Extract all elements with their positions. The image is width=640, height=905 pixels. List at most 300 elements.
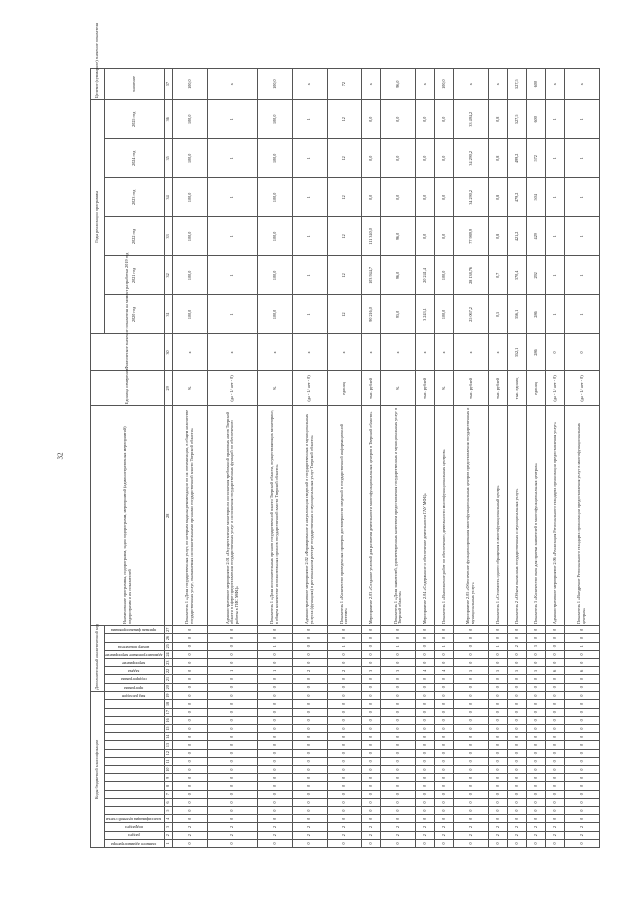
row-name: Показатель 2 «Объем оказанных государственных и муниципальных услуг» [507,406,526,626]
column-number: 21 [165,675,173,683]
code-cell: 0 [546,659,565,667]
table-row [292,69,327,848]
row-year-value: 0,0 [416,100,435,139]
code-cell: 0 [527,716,546,724]
code-cell: 0 [416,716,435,724]
row-result-value: х [416,69,435,100]
row-year-value: 100,0 [258,256,293,295]
row-year-value: 1 [546,100,565,139]
code-cell: 0 [527,626,546,634]
code-cell: 0 [454,626,489,634]
code-cell: 0 [565,774,600,782]
code-cell: 0 [173,782,208,790]
table-row [173,69,208,848]
code-cell: 0 [527,806,546,814]
code-cell: 0 [327,757,362,765]
row-year-value: 33 494,2 [454,100,489,139]
code-cell: 0 [527,683,546,691]
code-cell: 0 [327,798,362,806]
column-number: 18 [165,700,173,708]
code-cell: 0 [173,757,208,765]
header-code-col [105,782,165,790]
row-year-value: 1 [292,178,327,217]
column-number: 31 [165,295,173,334]
code-cell: 0 [258,765,293,773]
code-cell: 0 [454,815,489,823]
column-number: 3 [165,823,173,831]
row-year-value: 1 [207,217,257,256]
column-number: 15 [165,724,173,732]
code-cell: 4 [435,667,454,675]
code-cell: 0 [488,650,507,658]
row-result-value: 527,5 [507,69,526,100]
code-cell: 0 [258,659,293,667]
code-cell: 0 [292,650,327,658]
code-cell: 0 [565,716,600,724]
code-cell: 0 [527,757,546,765]
row-name: Показатель 1 «Доля государственных услуг, по которым выданы рекомендации по их оптимизации, в общем количестве государственных услуг, оказываемых исполнительными органами государственной власти Тверской области» [173,406,208,626]
code-cell: 0 [527,782,546,790]
code-cell: 0 [292,626,327,634]
code-cell: 0 [207,774,257,782]
header-admin-col-text: номер показателя [118,644,150,650]
code-cell: 2 [488,831,507,839]
table-row [362,69,381,848]
code-cell: 0 [454,659,489,667]
code-cell: 5 [527,667,546,675]
code-cell: 0 [207,642,257,650]
code-cell: 0 [258,774,293,782]
row-year-value: 0,8 [488,100,507,139]
code-cell: 0 [362,782,381,790]
code-cell: 1 [435,642,454,650]
row-year-value: 0,0 [435,178,454,217]
code-cell: 0 [207,691,257,700]
header-admin-col [105,667,165,675]
row-result-value: х [546,69,565,100]
code-cell: 0 [507,634,526,642]
row-year-value: 0,8 [488,217,507,256]
code-cell: 0 [381,806,416,814]
code-cell: 0 [488,790,507,798]
header-admin-col-text: подпрограмма [120,677,147,683]
code-cell: 2 [173,831,208,839]
row-year-value: 1 [565,256,600,295]
row-year-value: 34 290,2 [454,139,489,178]
code-cell: 0 [381,700,416,708]
code-cell: 0 [362,765,381,773]
row-year-value: 28 138,76 [454,256,489,295]
code-cell: 0 [488,774,507,782]
code-cell: 2 [416,831,435,839]
row-base: х [292,334,327,371]
code-cell: 0 [507,675,526,683]
code-cell: 0 [381,774,416,782]
column-number: 2 [165,831,173,839]
row-year-value: 0,8 [488,139,507,178]
code-cell: 0 [207,839,257,847]
code-cell: 1 [327,642,362,650]
code-cell: 0 [488,798,507,806]
row-year-value: 100,0 [258,178,293,217]
code-cell: 0 [527,675,546,683]
row-year-value: 429 [527,217,546,256]
code-cell: 0 [435,765,454,773]
header-code-col [105,839,165,847]
column-number: 7 [165,790,173,798]
code-cell: 0 [362,650,381,658]
code-cell: 0 [435,790,454,798]
table-row [507,69,526,848]
code-cell: 0 [173,642,208,650]
code-cell: 0 [454,634,489,642]
code-cell: 0 [292,757,327,765]
code-cell: 1 [207,667,257,675]
code-cell: 0 [327,691,362,700]
code-cell: 0 [258,650,293,658]
row-year-value: 100,0 [173,217,208,256]
code-cell: 0 [454,691,489,700]
code-cell: 0 [258,798,293,806]
code-cell: 2 [381,823,416,831]
code-cell: 0 [454,716,489,724]
code-cell: 0 [435,782,454,790]
row-year-value: 479,2 [507,178,526,217]
code-cell: 0 [527,749,546,757]
header-admin-col [105,675,165,683]
column-number: 28 [165,406,173,626]
code-cell: 0 [454,798,489,806]
code-cell: 0 [327,708,362,716]
row-year-value: 1 [546,295,565,334]
row-year-value: 90 216,0 [362,295,381,334]
code-cell: 0 [507,716,526,724]
header-code-col [105,757,165,765]
header-code-col [105,815,165,823]
code-cell: 0 [435,798,454,806]
row-year-value: 0,0 [416,217,435,256]
row-unit: единиц [527,371,546,406]
code-cell: 0 [416,724,435,732]
header-code-col [105,724,165,732]
row-year-value: 100,0 [435,295,454,334]
code-cell: 0 [454,749,489,757]
code-cell: 0 [327,650,362,658]
code-cell: 3 [381,667,416,675]
row-year-value: 1 [546,178,565,217]
code-cell: 0 [207,806,257,814]
code-cell: 0 [173,774,208,782]
row-base: х [381,334,416,371]
code-cell: 0 [381,741,416,749]
column-number: 14 [165,733,173,741]
row-year-value: 0,7 [488,256,507,295]
header-code-col-text: подраздел [124,825,143,831]
code-cell: 0 [416,749,435,757]
code-cell: 0 [173,626,208,634]
table-row [565,69,600,848]
row-base: х [416,334,435,371]
code-cell: 0 [416,741,435,749]
code-cell: 0 [207,741,257,749]
row-year-value: 0,0 [435,217,454,256]
row-year-value: 96,0 [381,217,416,256]
code-cell: 0 [292,774,327,782]
code-cell: 0 [416,798,435,806]
code-cell: 5 [488,667,507,675]
code-cell: 1 [488,642,507,650]
code-cell: 0 [507,700,526,708]
row-year-value: 100,0 [435,256,454,295]
code-cell: 0 [327,782,362,790]
code-cell: 0 [565,782,600,790]
code-cell: 0 [435,839,454,847]
column-number: 17 [165,708,173,716]
row-base: х [362,334,381,371]
code-cell: 0 [258,782,293,790]
row-unit: единиц [327,371,362,406]
header-base-year: Фактическое значение показателя на момент разработки 2019 год [91,334,165,371]
code-cell: 0 [173,667,208,675]
code-cell: 0 [435,757,454,765]
code-cell: 0 [173,765,208,773]
code-cell: 0 [327,700,362,708]
code-cell: 2 [292,667,327,675]
code-cell: 0 [207,634,257,642]
code-cell: 0 [173,700,208,708]
header-year: 2022 год [105,217,165,256]
code-cell: 0 [507,765,526,773]
code-cell: 0 [327,626,362,634]
header-admin-col [105,642,165,650]
code-cell: 5 [454,667,489,675]
header-admin-col-text: программа [124,685,144,691]
code-cell: 0 [507,724,526,732]
code-cell: 0 [527,774,546,782]
header-admin-group: Дополнительный аналитический код [91,626,105,692]
code-cell: 2 [381,831,416,839]
code-cell: 0 [207,716,257,724]
code-cell: 0 [362,691,381,700]
row-year-value: 600 [527,100,546,139]
code-cell: 0 [546,716,565,724]
code-cell: 1 [381,642,416,650]
header-code-col [105,700,165,708]
code-cell: 3 [527,642,546,650]
code-cell: 0 [292,683,327,691]
code-cell: 0 [207,626,257,634]
row-base: х [435,334,454,371]
row-year-value: 572 [527,139,546,178]
code-cell: 0 [546,650,565,658]
row-result-value: х [488,69,507,100]
code-cell: 0 [488,691,507,700]
row-year-value: 1 [207,139,257,178]
code-cell: 0 [435,741,454,749]
row-base: х [258,334,293,371]
code-cell: 0 [527,815,546,823]
code-cell: 0 [527,650,546,658]
code-cell: 0 [507,839,526,847]
header-admin-col [105,626,165,634]
code-cell: 0 [527,724,546,732]
code-cell: 0 [435,634,454,642]
code-cell: 0 [527,634,546,642]
code-cell: 0 [565,757,600,765]
code-cell: 0 [435,749,454,757]
code-cell: 0 [258,741,293,749]
code-cell: 0 [207,790,257,798]
code-cell: 0 [173,798,208,806]
code-cell: 0 [507,806,526,814]
code-cell: 0 [381,691,416,700]
code-cell: 0 [362,724,381,732]
code-cell: 0 [258,675,293,683]
header-code-col [105,733,165,741]
code-cell: 0 [381,683,416,691]
code-cell: 2 [565,823,600,831]
code-cell: 4 [416,667,435,675]
row-year-value: 12 [327,217,362,256]
code-cell: 0 [527,741,546,749]
row-year-value: 1 [565,139,600,178]
table-row [207,69,257,848]
code-cell: 0 [258,708,293,716]
row-year-value: 1 [546,256,565,295]
code-cell: 0 [454,724,489,732]
code-cell: 0 [381,815,416,823]
code-cell: 0 [488,708,507,716]
row-year-value: 96,0 [381,256,416,295]
row-result-value: х [207,69,257,100]
code-cell: 0 [546,806,565,814]
code-cell: 0 [207,650,257,658]
code-cell: 0 [207,708,257,716]
header-admin-col [105,634,165,642]
header-name: Наименование программы, подпрограмм, задач подпрограмм, мероприятий (административных мероприятий) подпрограмм и их показателей [91,406,165,626]
column-number: 33 [165,217,173,256]
row-unit: % [435,371,454,406]
row-year-value: 20 241,4 [416,256,435,295]
code-cell: 6 [546,667,565,675]
code-cell: 0 [416,650,435,658]
code-cell: 0 [173,790,208,798]
code-cell: 0 [258,839,293,847]
header-code-col-text: классификация целевой статьи [106,817,162,823]
code-cell: 0 [362,659,381,667]
table-row [416,69,435,848]
row-unit: тыс. рублей [488,371,507,406]
code-cell: 0 [454,675,489,683]
row-result-value: 600 [527,69,546,100]
code-cell: 0 [381,659,416,667]
code-cell: 0 [292,741,327,749]
column-number: 24 [165,650,173,658]
row-year-value: 12 [327,100,362,139]
code-cell: 2 [507,831,526,839]
code-cell: 0 [546,765,565,773]
row-year-value: 1 [565,178,600,217]
row-name: Административное мероприятие 2.01 «Осуществление мониторинга исполнения требований правовых актов Тверской области в сфере предоставления государственных услуг и исполнения государственных функций по обеспечению работы в ГИС МФЦ» [207,406,257,626]
row-year-value: 0,0 [381,139,416,178]
rotated-page [90,23,600,848]
code-cell: 2 [327,667,362,675]
code-cell: 0 [565,708,600,716]
code-cell: 0 [362,683,381,691]
header-admin-col-text: административное мероприятие [105,652,163,658]
code-cell: 0 [362,749,381,757]
code-cell: 0 [327,839,362,847]
row-year-value: 292 [527,256,546,295]
column-number: 10 [165,765,173,773]
code-cell: 0 [454,774,489,782]
code-cell: 0 [258,634,293,642]
code-cell: 0 [488,806,507,814]
code-cell: 0 [507,790,526,798]
code-cell: 0 [546,634,565,642]
code-cell: 0 [435,700,454,708]
header-code-col [105,823,165,831]
code-cell: 0 [362,815,381,823]
code-cell: 0 [173,733,208,741]
code-cell: 0 [381,790,416,798]
code-cell: 0 [258,815,293,823]
header-code-col-text: вид расходов [122,693,146,699]
code-cell: 0 [207,683,257,691]
row-result-value: 100,0 [435,69,454,100]
code-cell: 0 [454,642,489,650]
row-year-value: 12 [327,295,362,334]
code-cell: 0 [173,659,208,667]
code-cell: 0 [327,716,362,724]
code-cell: 0 [416,700,435,708]
code-cell: 0 [546,790,565,798]
column-number: 30 [165,334,173,371]
code-cell: 0 [292,659,327,667]
code-cell: 0 [507,815,526,823]
code-cell: 0 [527,765,546,773]
code-cell: 0 [416,733,435,741]
code-cell: 0 [488,733,507,741]
row-unit: тыс. рублей [454,371,489,406]
header-code-col-text: раздел [127,833,140,839]
header-year: 2021 год [105,256,165,295]
code-cell: 0 [381,716,416,724]
code-cell: 0 [207,765,257,773]
row-result-value: 96,0 [381,69,416,100]
code-cell: 0 [292,700,327,708]
row-year-value: 1 [292,217,327,256]
program-indicators-table [90,23,600,848]
code-cell: 0 [362,798,381,806]
column-number: 22 [165,667,173,675]
code-cell: 0 [565,733,600,741]
code-cell: 0 [416,708,435,716]
row-year-value: 12 [327,139,362,178]
code-cell: 0 [362,741,381,749]
column-number: 9 [165,774,173,782]
code-cell: 0 [292,749,327,757]
header-admin-col-text: признак финансирования [111,628,157,634]
header-years-group: Годы реализации программы [91,100,105,334]
row-name: Показатель 1 «Выполнение работ по обеспечению деятельности многофункциональных центров» [435,406,454,626]
row-name: Показатель 1 «Внедрение Регионального стандарта организации предоставления услуг в многофункциональных центрах» [565,406,600,626]
code-cell: 0 [565,724,600,732]
row-year-value: 1 [565,295,600,334]
page-number: 32 [56,452,65,460]
row-name: Административное мероприятие 2.06 «Реализация Регионального стандарта организации предоставления услуг» [546,406,565,626]
header-year: 2023 год [105,178,165,217]
